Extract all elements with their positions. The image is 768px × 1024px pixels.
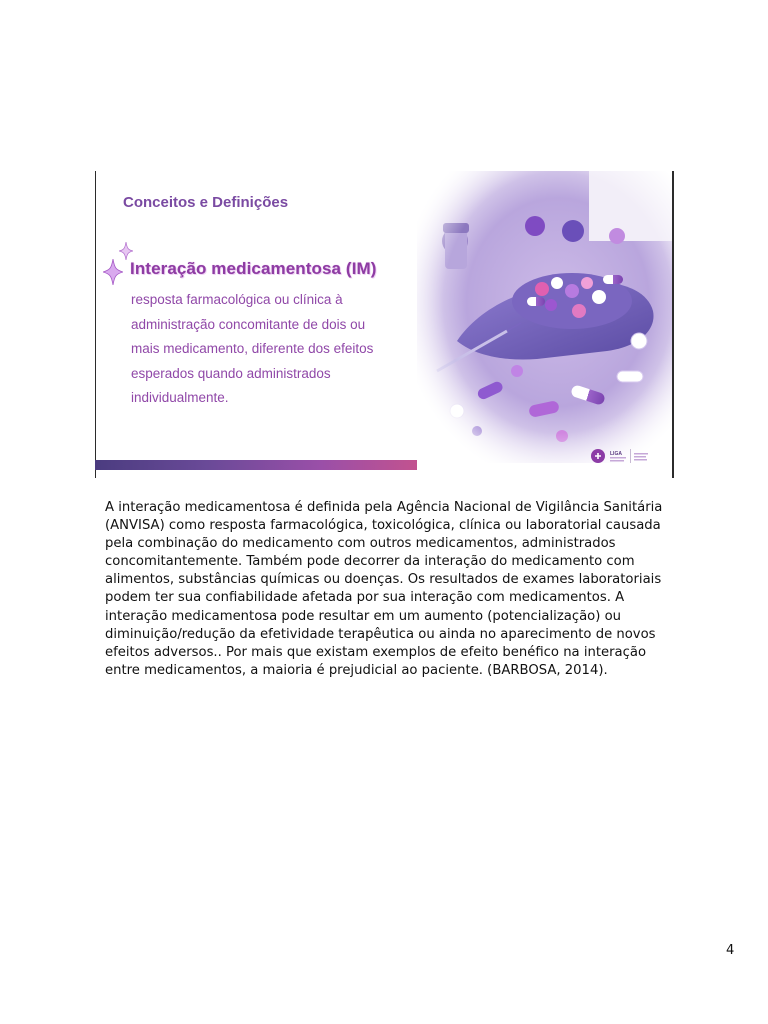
- paragraph-line: podem ter sua confiabilidade afetada por sua interação com medicamentos. A: [105, 590, 625, 606]
- slide-heading: Conceitos e Definições: [123, 194, 289, 211]
- slide-thumbnail: [95, 171, 674, 478]
- paragraph-line: alimentos, substâncias químicas ou doenças. Os resultados de exames laboratoriais: [105, 572, 662, 588]
- slide-gradient-bar: [95, 460, 417, 470]
- sparkle-icon: [119, 242, 133, 260]
- description-line: administração concomitante de dois ou: [131, 316, 366, 332]
- medication-pills-image: [417, 171, 673, 463]
- paragraph-line: A interação medicamentosa é definida pela Agência Nacional de Vigilância Sanitária: [105, 500, 663, 515]
- description-line: esperados quando administrados: [131, 365, 331, 381]
- interaction-title: Interação medicamentosa (IM): [130, 259, 377, 278]
- paragraph-line: concomitantemente. Também pode decorrer da interação do medicamento com: [105, 554, 635, 570]
- description-line: individualmente.: [131, 390, 229, 406]
- paragraph-line: (ANVISA) como resposta farmacológica, toxicológica, clínica ou laboratorial causada: [105, 518, 661, 534]
- interaction-description: [131, 288, 401, 411]
- paragraph-line: interação medicamentosa pode resultar em um aumento (potencialização) ou: [105, 608, 621, 624]
- paragraph-line: pela combinação do medicamento com outros medicamentos, administrados: [105, 536, 616, 552]
- page-number: 4: [726, 943, 735, 958]
- liga-logo: [590, 445, 654, 467]
- paragraph-line: diminuição/redução da efetividade terapêutica ou ainda no aparecimento de novos: [105, 626, 656, 642]
- slide-left-border: [95, 171, 96, 478]
- slide-right-border: [672, 171, 674, 478]
- paragraph-line: entre medicamentos, a maioria é prejudicial ao paciente. (BARBOSA, 2014).: [105, 662, 608, 678]
- sparkle-icon: [103, 259, 123, 285]
- description-line: mais medicamento, diferente dos efeitos: [131, 341, 374, 357]
- svg-text:LIGA: LIGA: [610, 451, 622, 457]
- description-line: resposta farmacológica ou clínica à: [131, 292, 343, 307]
- paragraph-line: efeitos adversos.. Por mais que existam exemplos de efeito benéfico na interação: [105, 644, 647, 660]
- body-paragraph: [105, 499, 665, 680]
